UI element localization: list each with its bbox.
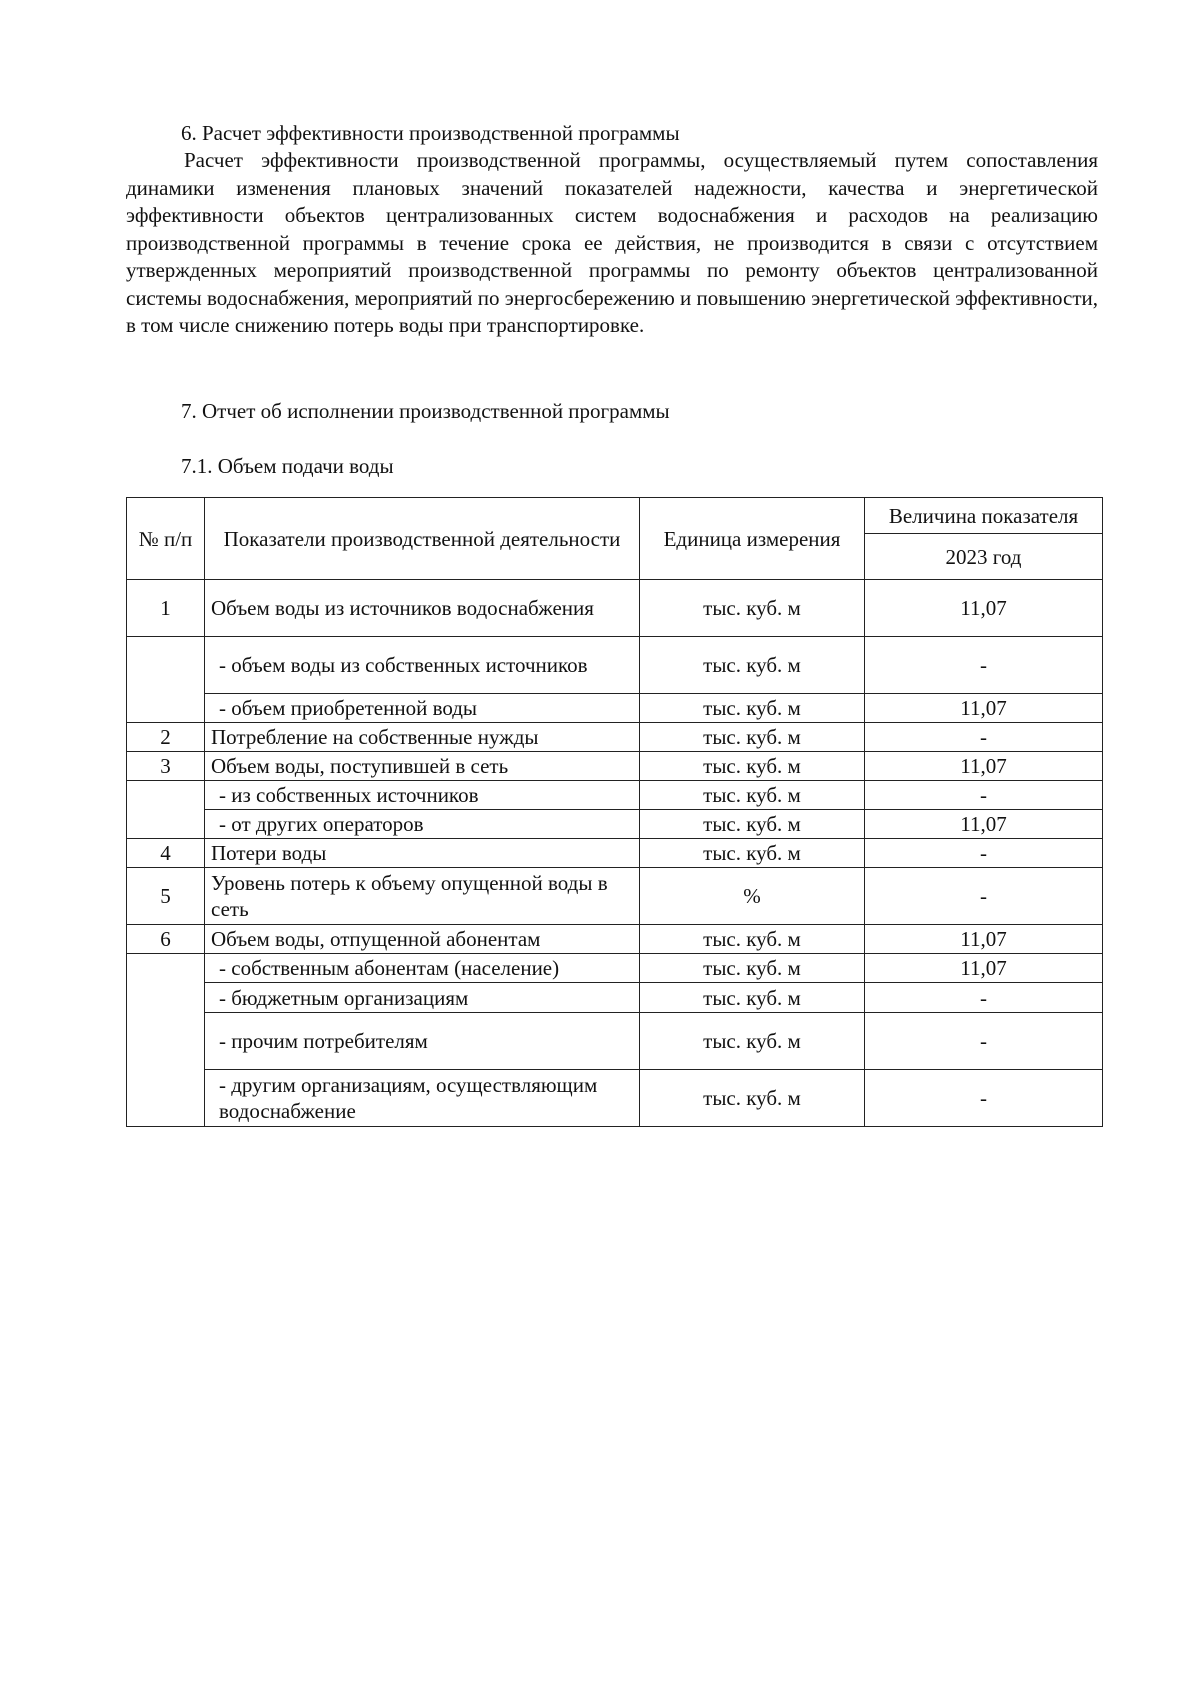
row-value: - — [865, 983, 1103, 1013]
row-unit: тыс. куб. м — [640, 925, 865, 954]
row-value: 11,07 — [865, 694, 1103, 723]
row-value: 11,07 — [865, 752, 1103, 781]
row-indicator: Потери воды — [205, 839, 640, 868]
table-row — [127, 637, 1103, 694]
row-num: 1 — [127, 580, 205, 637]
row-value: 11,07 — [865, 925, 1103, 954]
row-unit: тыс. куб. м — [640, 1070, 865, 1127]
row-indicator: - другим организациям, осуществляющим водоснабжение — [205, 1070, 640, 1127]
row-unit: тыс. куб. м — [640, 781, 865, 810]
row-unit: тыс. куб. м — [640, 637, 865, 694]
row-value: - — [865, 1013, 1103, 1070]
table-row — [127, 810, 1103, 839]
table-row — [127, 723, 1103, 752]
table-row — [127, 580, 1103, 637]
row-unit: тыс. куб. м — [640, 580, 865, 637]
row-indicator: - бюджетным организациям — [205, 983, 640, 1013]
row-num — [127, 781, 205, 839]
row-unit: % — [640, 868, 865, 925]
row-indicator: Объем воды из источников водоснабжения — [205, 580, 640, 637]
row-unit: тыс. куб. м — [640, 983, 865, 1013]
table-row — [127, 954, 1103, 983]
header-indicator: Показатели производственной деятельности — [205, 498, 640, 580]
table-header-row — [127, 498, 1103, 534]
row-unit: тыс. куб. м — [640, 723, 865, 752]
row-unit: тыс. куб. м — [640, 752, 865, 781]
row-unit: тыс. куб. м — [640, 1013, 865, 1070]
table-row — [127, 1013, 1103, 1070]
section-6-paragraph: Расчет эффективности производственной программы, осуществляемый путем сопоставления динамики изменения плановых значений показателей надежности, качества и энергетической эффективности объектов централизованных систем водоснабжения и расходов на реализацию производственной программы в течение срока ее действия, не производится в связи с отсутствием утвержденных мероприятий производственной программы по ремонту объектов централизованной системы водоснабжения, мероприятий по энергосбережению и повышению энергетической эффективности, в том числе снижению потерь воды при транспортировке. — [126, 148, 1099, 337]
row-num: 5 — [127, 868, 205, 925]
row-unit: тыс. куб. м — [640, 839, 865, 868]
row-num: 4 — [127, 839, 205, 868]
row-unit: тыс. куб. м — [640, 694, 865, 723]
row-value: - — [865, 839, 1103, 868]
row-value: - — [865, 1070, 1103, 1127]
table-row — [127, 925, 1103, 954]
table-row — [127, 781, 1103, 810]
row-unit: тыс. куб. м — [640, 954, 865, 983]
row-indicator: Объем воды, отпущенной абонентам — [205, 925, 640, 954]
table-row — [127, 752, 1103, 781]
row-value: 11,07 — [865, 954, 1103, 983]
row-value: - — [865, 637, 1103, 694]
row-value: - — [865, 868, 1103, 925]
row-num: 2 — [127, 723, 205, 752]
row-indicator: - объем приобретенной воды — [205, 694, 640, 723]
row-indicator: Уровень потерь к объему опущенной воды в сеть — [205, 868, 640, 925]
row-num: 3 — [127, 752, 205, 781]
table-row — [127, 839, 1103, 868]
row-num — [127, 954, 205, 1127]
section-6-heading: 6. Расчет эффективности производственной программы — [181, 121, 680, 145]
table-row — [127, 868, 1103, 925]
section-7-1-heading: 7.1. Объем подачи воды — [181, 454, 394, 478]
header-unit: Единица измерения — [640, 498, 865, 580]
row-indicator: Объем воды, поступившей в сеть — [205, 752, 640, 781]
row-value: - — [865, 781, 1103, 810]
header-year: 2023 год — [865, 534, 1103, 580]
row-value: 11,07 — [865, 810, 1103, 839]
header-value-group: Величина показателя — [865, 498, 1103, 534]
row-indicator: - собственным абонентам (население) — [205, 954, 640, 983]
row-unit: тыс. куб. м — [640, 810, 865, 839]
water-supply-table — [126, 497, 1103, 1127]
header-num: № п/п — [127, 498, 205, 580]
row-indicator: - объем воды из собственных источников — [205, 637, 640, 694]
row-value: - — [865, 723, 1103, 752]
row-num: 6 — [127, 925, 205, 954]
row-indicator: Потребление на собственные нужды — [205, 723, 640, 752]
row-indicator: - из собственных источников — [205, 781, 640, 810]
row-num — [127, 637, 205, 723]
section-7-heading: 7. Отчет об исполнении производственной программы — [181, 399, 670, 423]
row-indicator: - прочим потребителям — [205, 1013, 640, 1070]
row-indicator: - от других операторов — [205, 810, 640, 839]
table-row — [127, 1070, 1103, 1127]
table-row — [127, 983, 1103, 1013]
table-row — [127, 694, 1103, 723]
row-value: 11,07 — [865, 580, 1103, 637]
